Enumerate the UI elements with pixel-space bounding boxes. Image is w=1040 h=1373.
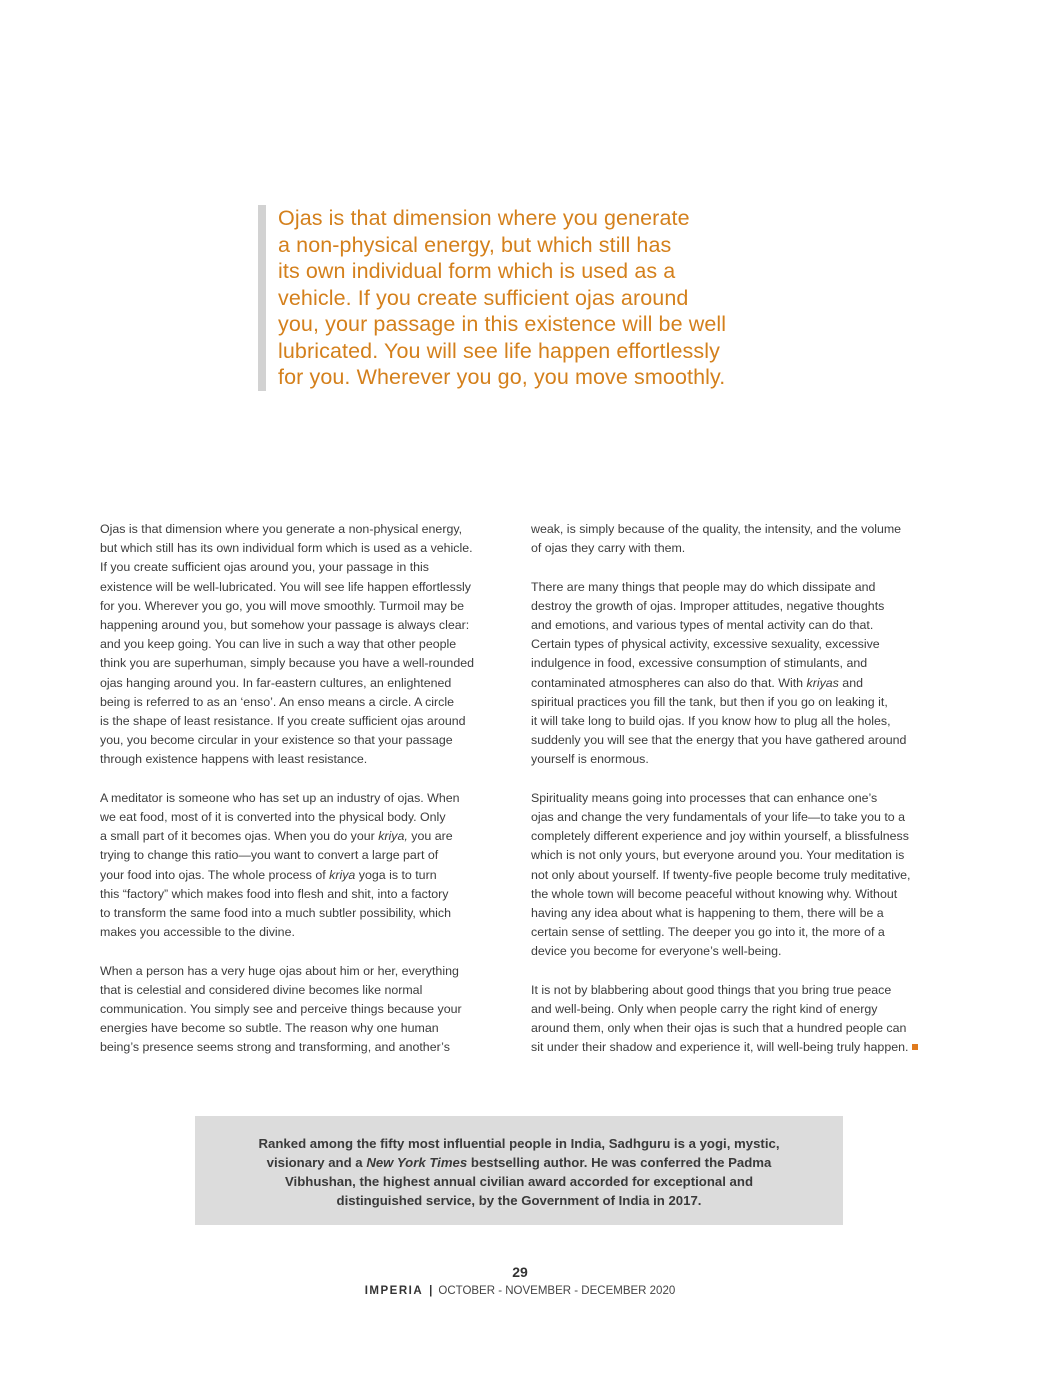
- text-line: Spirituality means going into processes that can enhance one’s: [531, 790, 878, 805]
- issue-date: OCTOBER - NOVEMBER - DECEMBER 2020: [438, 1285, 676, 1297]
- page-number: 29: [512, 1264, 528, 1280]
- text-line: of ojas they carry with them.: [531, 541, 686, 556]
- text-line: makes you accessible to the divine.: [100, 925, 295, 940]
- text-line: for you. Wherever you go, you will move smoothly. Turmoil may be: [100, 598, 465, 613]
- text-line: yourself is enormous.: [531, 752, 649, 767]
- text-line: [531, 674, 961, 693]
- text-span: yoga is to turn: [355, 867, 437, 882]
- text-line: having any idea about what is happening to them, there will be a: [531, 906, 884, 921]
- text-line: communication. You simply see and perceive things because your: [100, 1002, 462, 1017]
- text-line: energies have become so subtle. The reason why one human: [100, 1021, 439, 1036]
- text-line: trying to change this ratio—you want to convert a large part of: [100, 848, 439, 863]
- text-line: but which still has its own individual form which is used as a vehicle.: [100, 541, 473, 556]
- text-line: existence will be well-lubricated. You will see life happen effortlessly: [100, 579, 472, 594]
- text-span: you are: [407, 829, 453, 844]
- magazine-footer: [0, 1285, 1040, 1297]
- text-span: sit under their shadow and experience it, will well-being truly happen.: [531, 1040, 909, 1055]
- text-line: certain sense of settling. The deeper you go into it, the more of a: [531, 925, 885, 940]
- text-line: through existence happens with least resistance.: [100, 752, 368, 767]
- text-line: it will take long to build ojas. If you know how to plug all the holes,: [531, 714, 891, 729]
- paragraph: [531, 578, 961, 770]
- text-line: A meditator is someone who has set up an industry of ojas. When: [100, 790, 460, 805]
- text-span: and: [838, 675, 863, 690]
- text-line: this “factory” which makes food into flesh and shit, into a factory: [100, 886, 449, 901]
- paragraph: [100, 520, 530, 770]
- text-line: If you create sufficient ojas around you, your passage in this: [100, 560, 430, 575]
- text-line: destroy the growth of ojas. Improper attitudes, negative thoughts: [531, 598, 885, 613]
- bio-line: Ranked among the fifty most influential people in India, Sadhguru is a yogi, mystic,: [258, 1136, 780, 1151]
- italic-term: kriyas: [806, 675, 839, 690]
- text-line: being’s presence seems strong and transforming, and another’s: [100, 1040, 450, 1055]
- text-line: and well-being. Only when people carry the right kind of energy: [531, 1002, 878, 1017]
- text-line: Certain types of physical activity, excessive sexuality, excessive: [531, 637, 880, 652]
- text-line: to transform the same food into a much subtler possibility, which: [100, 906, 451, 921]
- pull-quote-line: Ojas is that dimension where you generate: [278, 206, 690, 230]
- text-line: happening around you, but somehow your passage is always clear:: [100, 618, 470, 633]
- text-span: contaminated atmospheres can also do that. With: [531, 675, 807, 690]
- text-line: device you become for everyone’s well-being.: [531, 944, 782, 959]
- paragraph: [531, 981, 961, 1058]
- pull-quote-line: a non-physical energy, but which still has: [278, 232, 672, 257]
- footer-separator: |: [429, 1285, 433, 1297]
- text-span: bestselling author. He was conferred the Padma: [467, 1155, 772, 1170]
- paragraph: [531, 789, 961, 962]
- text-line: you, you become circular in your existence so that your passage: [100, 733, 453, 748]
- paragraph: [531, 520, 961, 558]
- text-line: Ojas is that dimension where you generate a non-physical energy,: [100, 522, 463, 536]
- text-span: visionary and a: [266, 1155, 367, 1170]
- text-line: When a person has a very huge ojas about him or her, everything: [100, 963, 459, 978]
- text-line: weak, is simply because of the quality, the intensity, and the volume: [531, 522, 902, 536]
- bio-line: [195, 1153, 843, 1172]
- text-line: completely different experience and joy within yourself, a blissfulness: [531, 829, 909, 844]
- text-line: being is referred to as an ‘enso’. An enso means a circle. A circle: [100, 694, 455, 709]
- text-line: around them, only when their ojas is such that a hundred people can: [531, 1021, 907, 1036]
- italic-term: kriya,: [378, 829, 408, 844]
- text-line: spiritual practices you fill the tank, but then if you go on leaking it,: [531, 694, 888, 709]
- pull-quote-line: you, your passage in this existence will be well: [278, 312, 727, 336]
- pull-quote-line: lubricated. You will see life happen effortlessly: [278, 338, 720, 363]
- text-line: is the shape of least resistance. If you create sufficient ojas around: [100, 714, 466, 729]
- pull-quote-line: for you. Wherever you go, you move smoothly.: [278, 365, 726, 389]
- text-line: not only about yourself. If twenty-five people become truly meditative,: [531, 867, 911, 882]
- text-span: your food into ojas. The whole process of: [100, 867, 330, 882]
- text-line: [531, 1038, 961, 1057]
- text-line: and you keep going. You can live in such a way that other people: [100, 637, 457, 652]
- text-line: There are many things that people may do which dissipate and: [531, 579, 876, 594]
- paragraph: [100, 962, 530, 1058]
- text-line: the whole town will become peaceful without knowing why. Without: [531, 886, 898, 901]
- text-span: a small part of it becomes ojas. When you do your: [100, 829, 379, 844]
- text-line: we eat food, most of it is converted into the physical body. Only: [100, 810, 446, 825]
- text-line: ojas hanging around you. In far-eastern cultures, an enlightened: [100, 675, 452, 690]
- end-of-article-icon: [912, 1044, 918, 1050]
- italic-title: New York Times: [366, 1155, 468, 1170]
- pull-quote-line: vehicle. If you create sufficient ojas around: [278, 285, 689, 310]
- bio-line: Vibhushan, the highest annual civilian award accorded for exceptional and: [284, 1174, 754, 1189]
- text-line: [100, 827, 530, 846]
- text-line: ojas and change the very fundamentals of your life—to take you to a: [531, 810, 906, 825]
- italic-term: kriya: [329, 867, 356, 882]
- text-line: which is not only yours, but everyone around you. Your meditation is: [531, 848, 905, 863]
- paragraph: [100, 789, 530, 943]
- right-column: [531, 520, 961, 1077]
- bio-line: distinguished service, by the Government of India in 2017.: [336, 1193, 702, 1208]
- text-line: think you are superhuman, simply because you have a well-rounded: [100, 656, 474, 671]
- text-line: [100, 866, 530, 885]
- author-bio-box: [195, 1116, 843, 1225]
- text-line: It is not by blabbering about good things that you bring true peace: [531, 982, 892, 997]
- text-line: indulgence in food, excessive consumption of stimulants, and: [531, 656, 868, 671]
- pull-quote-line: its own individual form which is used as a: [278, 259, 676, 283]
- text-line: suddenly you will see that the energy that you have gathered around: [531, 733, 907, 748]
- text-line: and emotions, and various types of mental activity can do that.: [531, 618, 874, 632]
- magazine-name: IMPERIA: [364, 1285, 424, 1297]
- left-column: [100, 520, 530, 1077]
- text-line: that is celestial and considered divine becomes like normal: [100, 982, 423, 997]
- pull-quote: [258, 205, 818, 391]
